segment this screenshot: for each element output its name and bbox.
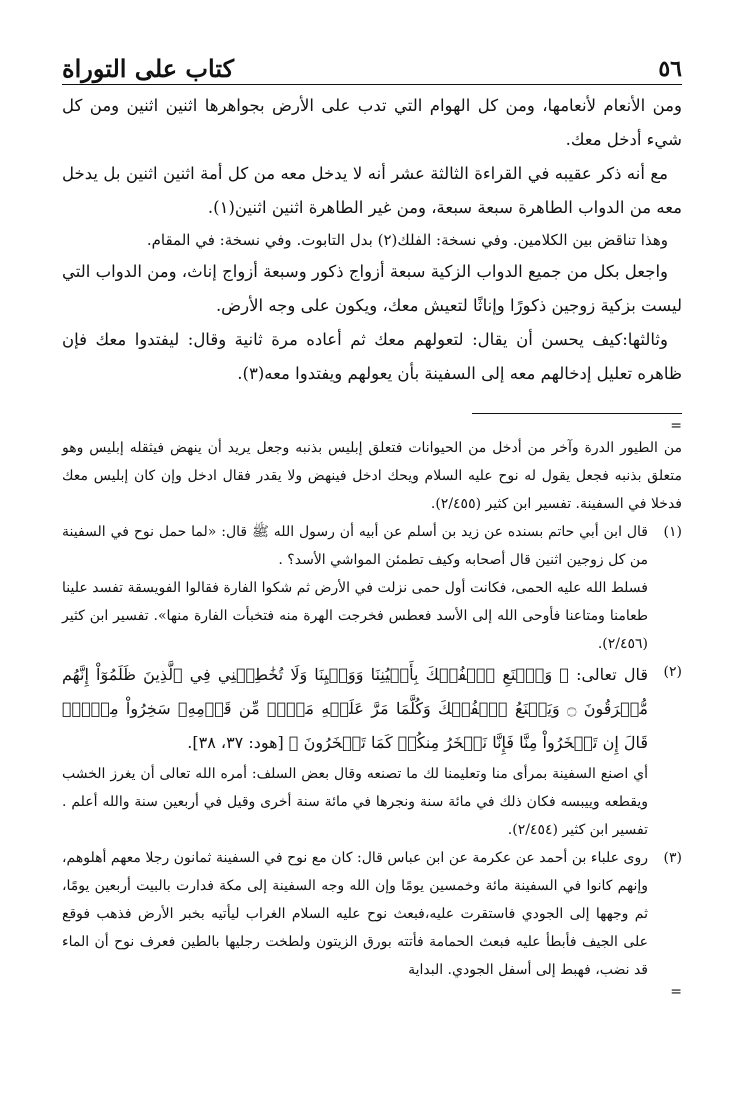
quran-verse: قال تعالى: ﴿ وَٱصۡنَعِ ٱلۡفُلۡكَ بِأَعۡيُنِنَا وَوَحۡيِنَا وَلَا تُخَٰطِبۡنِي فِي ٱلَّذِينَ ظَلَمُوٓاْ إِنَّهُم مُّغۡرَقُونَ ۝ وَيَصۡنَعُ ٱلۡفُلۡكَ وَكُلَّمَا مَرَّ عَلَيۡهِ مَلَأٞ مِّن قَوۡمِهِۦ سَخِرُواْ مِنۡهُۚ قَالَ إِن تَسۡخَرُواْ مِنَّا فَإِنَّا نَسۡخَرُ مِنكُمۡ كَمَا تَسۡخَرُونَ ﴾ [هود: ٣٧، ٣٨]. — [62, 665, 648, 752]
footnote-number: (١) — [663, 524, 682, 540]
page-header — [62, 48, 682, 85]
footnote-1 — [62, 518, 682, 574]
paragraph: مع أنه ذكر عقيبه في القراءة الثالثة عشر أنه لا يدخل معه من كل أمة اثنين اثنين بل يدخل معه من الدواب الطاهرة سبعة سبعة، ومن غير الطاهرة اثنين اثنين(١). — [62, 164, 682, 217]
continuation-mark: = — [670, 418, 682, 434]
main-text — [62, 89, 682, 391]
book-title: كتاب على التوراة — [62, 54, 235, 83]
footnote-text: قال ابن أبي حاتم بسنده عن زيد بن أسلم عن أبيه أن رسول الله ﷺ قال: «لما حمل نوح في السفينة من كل زوجين اثنين قال أصحابه وكيف تطمئن المواشي الأسد؟ . — [62, 524, 648, 568]
footnote-text: روى علباء بن أحمد عن عكرمة عن ابن عباس قال: كان مع نوح في السفينة ثمانون رجلا معهم أهلوهم، وإنهم كانوا في السفينة مائة وخمسين يومًا وإن الله وجه السفينة إلى مكة فدارت بالبيت أربعين يومًا، ثم وجهها إلى الجودي فاستقرت عليه،فبعث نوح عليه السلام الغراب ليأتيه بخبر الأرض فذهب فوقع على الجيف فأبطأ عليه فبعث الحمامة فأتته بورق الزيتون ولطخت رجليها بالطين فعرف نوح أن الماء قد نضب، فهبط إلى أسفل الجودي. البداية — [62, 850, 648, 978]
end-mark: = — [670, 984, 682, 1000]
footnotes — [62, 434, 682, 1000]
paragraph: وهذا تناقض بين الكلامين. وفي نسخة: الفلك(٢) بدل التابوت. وفي نسخة: في المقام. — [146, 231, 668, 249]
footnote-text-cont: أي اصنع السفينة بمرأى منا وتعليمنا لك ما تصنعه وقال بعض السلف: أمره الله تعالى أن يغرز الخشب ويقطعه وييبسه فكان ذلك في مائة سنة ونجرها في مائة سنة أخرى وقيل في أربعين سنة والله أعلم . تفسير ابن كثير (٢/٤٥٤). — [62, 766, 648, 838]
footnote-number: (٢) — [663, 664, 682, 680]
footnote-3 — [62, 844, 682, 984]
paragraph: وثالثها:كيف يحسن أن يقال: لتعولهم معك ثم أعاده مرة ثانية وقال: ليفتدوا معك فإن ظاهره تعليل إدخالهم معه إلى السفينة بأن يعولهم ويفتدوا معه(٣). — [62, 330, 682, 383]
footnote-number: (٣) — [663, 850, 682, 866]
footnote-text-cont: فسلط الله عليه الحمى، فكانت أول حمى نزلت في الأرض ثم شكوا الفارة فقالوا الفويسقة تفسد علينا طعامنا ومتاعنا فأوحى الله إلى الأسد فعطس فخرجت الهرة منه فتخبأت الفارة منها». تفسير ابن كثير (٢/٤٥٦). — [62, 580, 648, 652]
footnote-continuation: من الطيور الدرة وآخر من أدخل من الحيوانات فتعلق إبليس بذنبه وجعل يريد أن ينهض فيثقله إبليس وهو متعلق بذنبه فجعل يقول له نوح عليه السلام ويحك ادخل فينهض ولا يقدر فقال ادخل وإن كان إبليس معك فدخلا في السفينة. تفسير ابن كثير (٢/٤٥٥). — [62, 440, 682, 512]
paragraph: واجعل بكل من جميع الدواب الزكية سبعة أزواج ذكور وسبعة أزواج إناث، ومن الدواب التي ليست بزكية زوجين ذكورًا وإناثًا لتعيش معك، ويكون على وجه الأرض. — [61, 262, 682, 315]
footnote-2 — [62, 658, 682, 760]
footnote-separator — [472, 413, 682, 414]
page — [62, 48, 682, 1000]
page-number: ٥٦ — [658, 56, 682, 82]
paragraph: ومن الأنعام لأنعامها، ومن كل الهوام التي تدب على الأرض بجواهرها اثنين اثنين ومن كل شيء أدخل معك. — [62, 96, 682, 149]
